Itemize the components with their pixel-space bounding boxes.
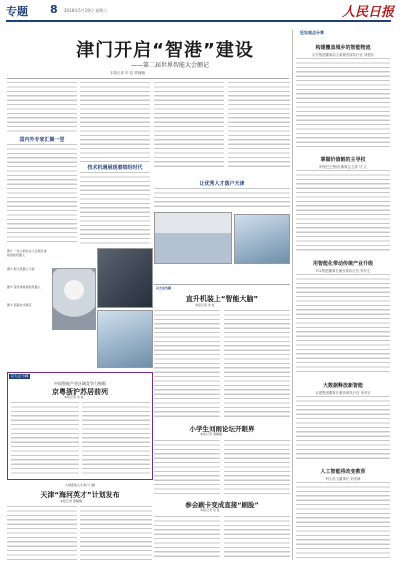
feature-kicker: 中国智能产业区域竞争力指数 [54,381,106,386]
text-column [82,402,150,476]
divider [7,78,289,79]
text-column [296,482,390,558]
text-column [154,82,224,170]
sidebar-item-title: 用智能化带动传统产业升级 [312,261,373,267]
text-column [80,172,150,244]
sidebar-item-title: 人工智能将改变教育 [320,469,366,475]
left-subhead: 国内外专家汇聚一堂 [19,137,65,143]
photo-crowd [154,212,232,264]
photo-caption: 图④ 高新技术展区 [7,303,32,307]
text-column [154,440,220,496]
text-column [296,396,390,460]
lower-kicker: 大城落地人才落户门槛 [64,483,95,487]
photo-booth [97,310,153,368]
article3-title: 小学生刘雨论坛开眼界 [189,425,255,433]
sidebar-item-title: 掌握价值链的主导权 [320,157,366,163]
photo-screen [234,214,290,264]
photo-robot [52,268,96,330]
article4-byline: 本报记者 朱 虹 [200,508,220,512]
page-number: 8 [50,3,58,16]
mid-subhead: 技术机遇展现着缤纷时代 [87,165,143,171]
text-column [224,440,290,496]
main-subtitle: ——第二届世界智能大会侧记 [130,62,209,69]
sidebar-item-sub: 阿里巴巴集团 董事会主席 马 云 [319,165,367,169]
text-column [296,170,390,252]
feature-byline: 本报记者 朱 虹 [64,395,84,399]
text-column [154,188,290,210]
article3-byline: 本报记者 蔡楠楠 [200,432,222,436]
main-headline: 津门开启“智港”建设 [76,40,254,61]
text-column [224,310,290,420]
article4-title: 参会刷卡变成直接“刷脸” [185,501,259,509]
text-column [228,82,290,170]
header-rule [6,20,391,22]
text-column [296,58,390,148]
center-subhead: 让优秀人才落户天津 [199,181,245,187]
divider [154,284,290,285]
article2-byline: 本报记者 朱 虹 [195,303,215,307]
text-column [80,82,150,162]
text-column [11,402,79,476]
sidebar-item-title: 构建覆盖城乡的智能物流 [315,45,371,51]
sidebar-item-sub: 百度集团董事长兼首席执行官 李彦宏 [315,391,371,395]
article2-title: 直升机装上“智能大脑” [185,295,259,303]
text-column [296,274,390,374]
photo-caption: 图① 一位小朋友在大会展区体验智能机器人 [7,249,47,257]
news-tag: 以大会为媒 [156,286,172,290]
text-column [7,506,77,560]
text-column [154,310,220,420]
sidebar-item-sub: 科大讯飞董事长 刘庆峰 [325,477,361,481]
text-column [154,516,220,560]
sidebar-item-title: 大数据释放新智能 [322,383,363,389]
section-label: 专题 [6,5,28,18]
photo-caption: 图② 展示机器人分拣 [7,267,35,271]
text-column [224,516,290,560]
main-byline: 本报记者 朱 虹 蔡楠楠 [110,71,145,75]
masthead-logo: 人民日报 [341,5,394,20]
sidebar-item-sub: 京东集团董事局主席兼首席执行官 刘强东 [311,53,375,57]
photo-caption: 图③ 观众体验智能机器人 [7,285,41,289]
date-line: 2018年5月19日 星期六 [64,8,108,13]
sidebar-item-sub: TCL集团董事长兼首席执行官 李东生 [315,269,371,273]
feature-title: 京粤浙沪苏居前列 [52,388,108,396]
lower-title: 天津“海河英才”计划发布 [40,491,120,499]
text-column [80,506,152,560]
feature-tag: 以大会为媒 [10,374,29,378]
text-column [7,144,77,244]
text-column [7,82,77,134]
page-header [0,0,400,22]
lower-byline: 本报记者 蔡楠楠 [60,499,82,503]
sidebar-tag: 论坛观点分享 [300,30,324,35]
photo-exhibition [97,248,153,308]
